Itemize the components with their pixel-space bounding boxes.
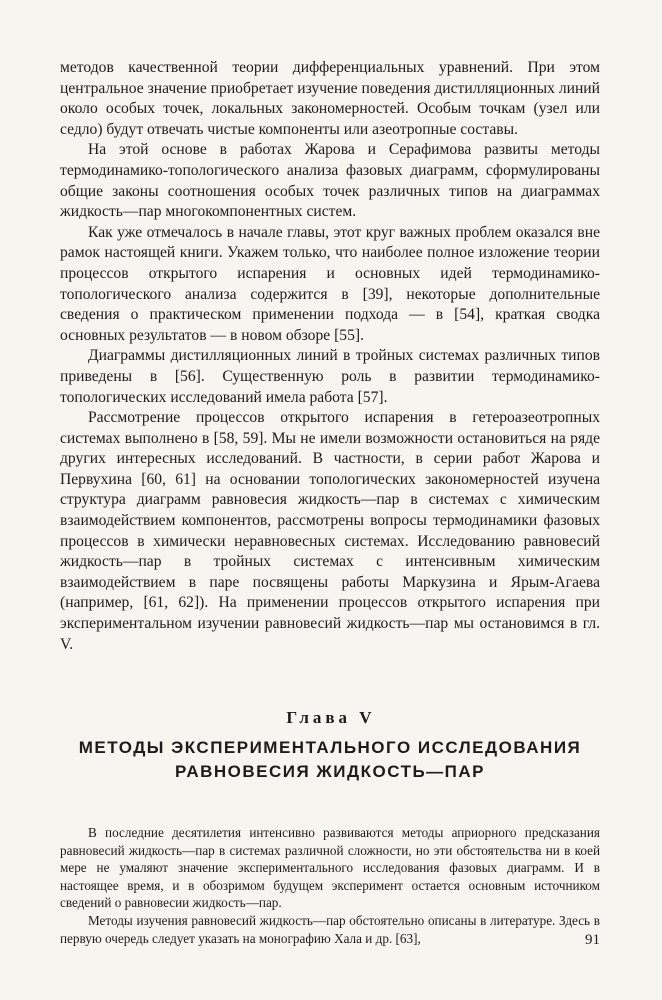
paragraph: Диаграммы дистилляционных линий в тройных системах различных типов приведены в [56]. Существенную роль в развитии термодинамико-топологических исследований имела работа [57]. (60, 347, 600, 406)
chapter-title-line: МЕТОДЫ ЭКСПЕРИМЕНТАЛЬНОГО ИССЛЕДОВАНИЯ (78, 738, 582, 757)
paragraph: методов качественной теории дифференциальных уравнений. При этом центральное значение приобретает изучение поведения дистилляционных линий около особых точек, локальных закономерностей. Особым точкам (узел или седло) будут отвечать чистые компоненты или азеотропные составы. (60, 59, 600, 138)
paragraph: Рассмотрение процессов открытого испарения в гетероазеотропных системах выполнено в [58, 59]. Мы не имели возможности остановиться на ряде других интересных исследований. В частности, в серии работ Жарова и Первухина [60, 61] на основании топологических закономерностей изучена структура диаграмм равновесия жидкость—пар в системах с химическим взаимодействием компонентов, рассмотрены вопросы термодинамики фазовых процессов в химически неравновесных системах. Исследованию равновесий жидкость—пар в тройных системах с интенсивным химическим взаимодействием в паре посвящены работы Маркузина и Ярым-Агаева (например, [61, 62]). На применении процессов открытого испарения при экспериментальном изучении равновесий жидкость—пар мы остановимся в гл. V. (60, 409, 600, 653)
chapter-title-line: РАВНОВЕСИЯ ЖИДКОСТЬ—ПАР (174, 762, 486, 781)
chapter-intro (60, 824, 600, 947)
chapter-label: Глава V (286, 708, 376, 727)
chapter-title (60, 736, 600, 784)
page-number: 91 (585, 932, 600, 948)
paragraph: В последние десятилетия интенсивно развиваются методы априорного предсказания равновесий жидкость—пар в системах различной сложности, но эти обстоятельства ни в коей мере не умаляют значение экспериментального исследования фазовых диаграмм. И в настоящее время, и в обозримом будущем эксперимент остается основным источником сведений о равновесии жидкость—пар. (60, 825, 600, 911)
paragraph: На этой основе в работах Жарова и Серафимова развиты методы термодинамико-топологического анализа фазовых диаграмм, сформулированы общие законы соотношения особых точек различных типов на диаграммах жидкость—пар многокомпонентных систем. (60, 141, 600, 221)
main-text (60, 58, 600, 655)
paragraph: Как уже отмечалось в начале главы, этот круг важных проблем оказался вне рамок настоящей книги. Укажем только, что наиболее полное изложение теории процессов открытого испарения и основных идей термодинамико-топологического анализа содержится в [39], некоторые дополнительные сведения о практическом применении подхода — в [54], краткая сводка основных результатов — в новом обзоре [55]. (60, 223, 600, 344)
paragraph: Методы изучения равновесий жидкость—пар обстоятельно описаны в литературе. Здесь в первую очередь следует указать на монографию Хала и др. [63], (60, 912, 600, 946)
